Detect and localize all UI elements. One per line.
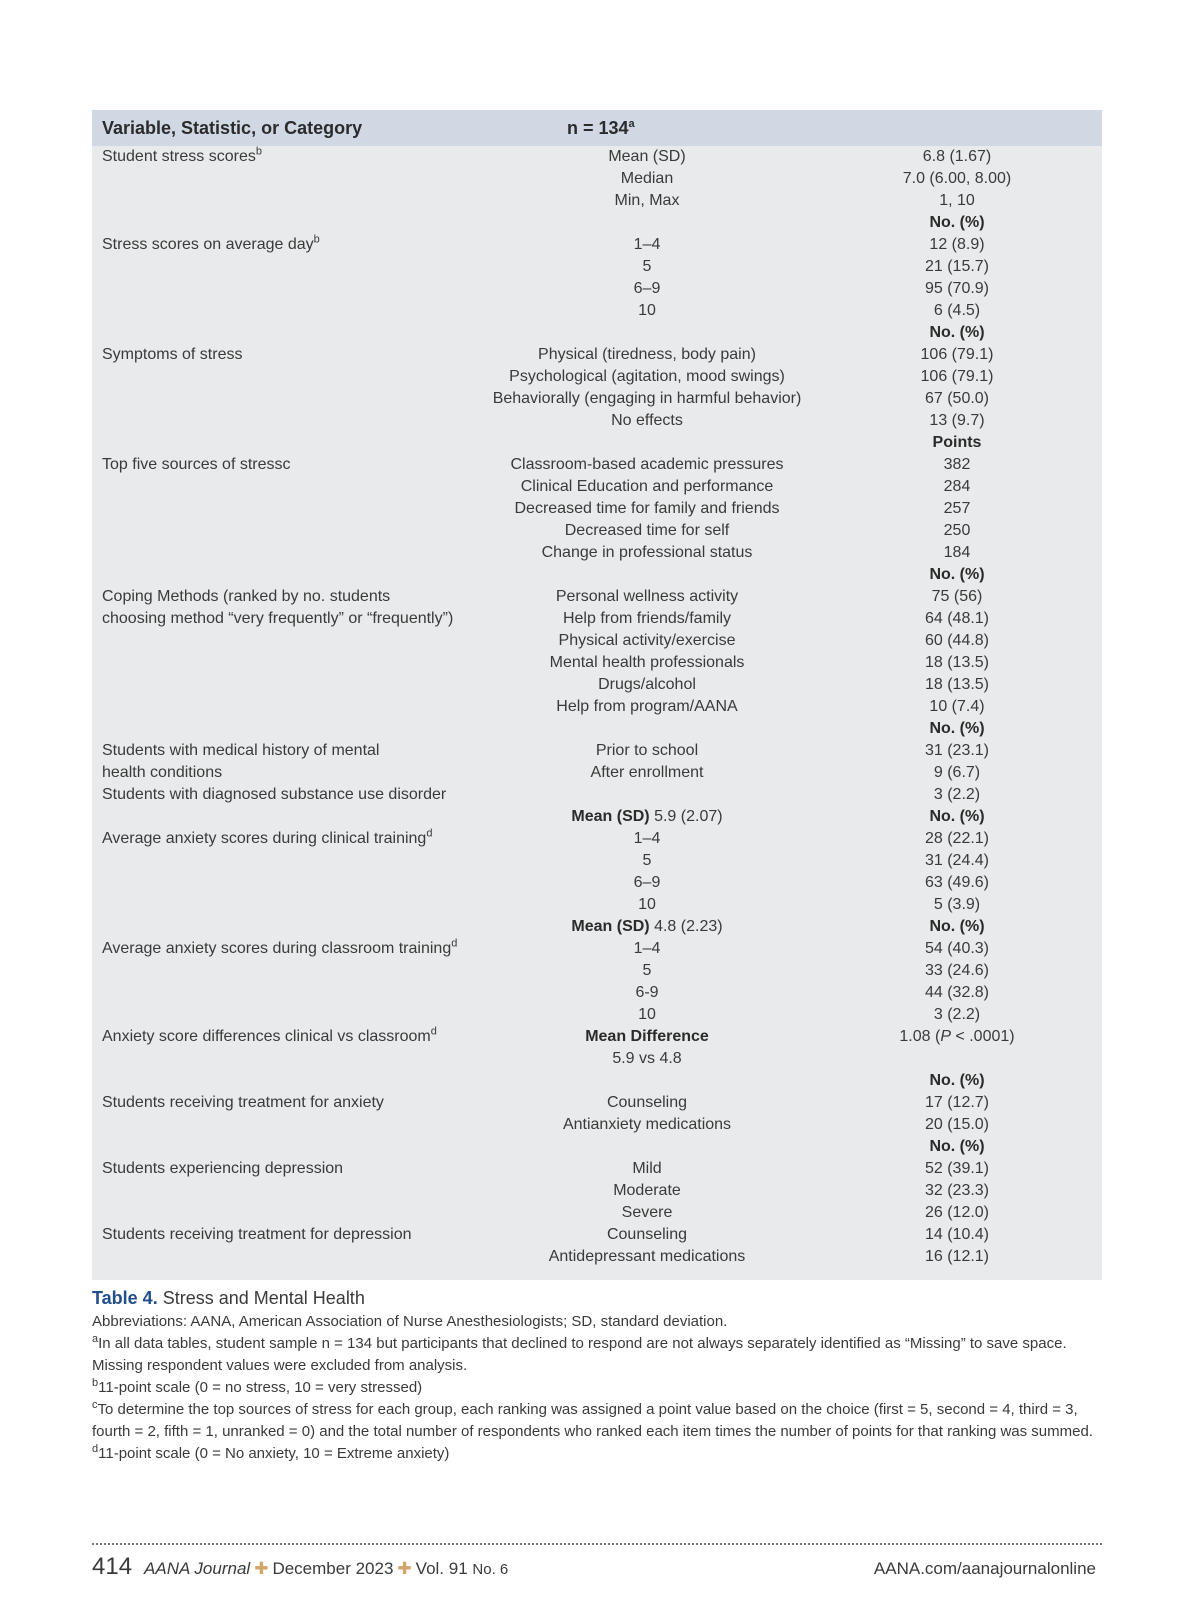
cell-statistic: Severe — [621, 1204, 673, 1221]
page-number: 414 — [92, 1553, 133, 1580]
table-row — [92, 696, 1102, 718]
cell-variable — [92, 1202, 482, 1224]
cell-statistic: 5 — [642, 962, 652, 979]
footnotes — [92, 1333, 1102, 1465]
plus-separator-icon: ✚ — [254, 1559, 269, 1578]
cell-variable: Students receiving treatment for depression — [102, 1226, 412, 1243]
cell-variable — [92, 300, 482, 322]
footnote: $^d$11-point scale (0 = No anxiety, 10 = Extreme anxiety) — [92, 1443, 450, 1462]
table-row — [92, 410, 1102, 432]
table-row — [92, 388, 1102, 410]
cell-variable — [92, 190, 482, 212]
cell-variable — [92, 718, 482, 740]
cell-statistic: Antidepressant medications — [548, 1248, 746, 1265]
cell-value: 20 (15.0) — [924, 1116, 990, 1133]
cell-value: 95 (70.9) — [924, 280, 990, 297]
cell-statistic: Decreased time for self — [564, 522, 730, 539]
cell-value: 52 (39.1) — [924, 1160, 990, 1177]
cell-value — [812, 1048, 1102, 1070]
cell-value: No. (%) — [929, 1072, 985, 1089]
cell-variable — [92, 278, 482, 300]
cell-statistic: Clinical Education and performance — [520, 478, 774, 495]
table-row — [92, 1048, 1102, 1070]
cell-statistic — [482, 432, 812, 454]
cell-value: No. (%) — [929, 918, 985, 935]
cell-value: No. (%) — [929, 720, 985, 737]
cell-statistic: After enrollment — [590, 764, 704, 781]
table-row — [92, 938, 1102, 960]
cell-value: 60 (44.8) — [924, 632, 990, 649]
cell-value: 1.08 (P < .0001) — [899, 1028, 1015, 1045]
cell-statistic: Counseling — [606, 1226, 688, 1243]
cell-value: 106 (79.1) — [920, 368, 994, 385]
cell-value: 17 (12.7) — [924, 1094, 990, 1111]
table-row — [92, 1092, 1102, 1114]
cell-statistic: 10 — [638, 896, 656, 913]
cell-variable — [92, 1048, 482, 1070]
cell-value: 5 (3.9) — [933, 896, 981, 913]
table-row — [92, 322, 1102, 344]
cell-variable — [92, 256, 482, 278]
table-label: Table 4. — [92, 1288, 158, 1308]
table-row — [92, 1202, 1102, 1224]
table-row — [92, 1026, 1102, 1048]
table-row — [92, 212, 1102, 234]
cell-variable — [92, 322, 482, 344]
table-row — [92, 520, 1102, 542]
cell-variable — [92, 806, 482, 828]
table-row — [92, 982, 1102, 1004]
cell-variable: choosing method “very frequently” or “frequently”) — [102, 610, 454, 627]
cell-value: 382 — [943, 456, 971, 473]
table-row — [92, 366, 1102, 388]
data-table — [92, 110, 1102, 1280]
cell-variable — [92, 960, 482, 982]
cell-statistic: Median — [620, 170, 674, 187]
plus-separator-icon: ✚ — [397, 1559, 412, 1578]
cell-value: No. (%) — [929, 324, 985, 341]
cell-value: No. (%) — [929, 214, 985, 231]
cell-statistic: Personal wellness activity — [555, 588, 739, 605]
cell-statistic: 1–4 — [633, 940, 661, 957]
table-row — [92, 256, 1102, 278]
cell-statistic: 6-9 — [635, 984, 659, 1001]
cell-value: 14 (10.4) — [924, 1226, 990, 1243]
table-row — [92, 278, 1102, 300]
cell-variable: Top five sources of stressc — [102, 456, 291, 473]
cell-variable — [92, 432, 482, 454]
cell-variable — [92, 1004, 482, 1026]
cell-value: 7.0 (6.00, 8.00) — [902, 170, 1012, 187]
cell-variable — [92, 630, 482, 652]
cell-value: 6 (4.5) — [933, 302, 981, 319]
table-header — [92, 110, 1102, 146]
cell-statistic: Mean (SD) 5.9 (2.07) — [571, 808, 723, 825]
table-row — [92, 1224, 1102, 1246]
cell-statistic — [482, 718, 812, 740]
cell-statistic: No effects — [611, 412, 683, 429]
cell-value: 10 (7.4) — [929, 698, 985, 715]
cell-variable — [92, 564, 482, 586]
cell-value: 18 (13.5) — [924, 654, 990, 671]
table-body — [92, 146, 1102, 1268]
table-row — [92, 344, 1102, 366]
cell-statistic — [482, 322, 812, 344]
header-variable: Variable, Statistic, or Category — [102, 117, 363, 138]
table-row — [92, 784, 1102, 806]
cell-statistic: Mean Difference — [585, 1028, 709, 1045]
cell-variable: Student stress scores$^b$ — [102, 145, 262, 165]
cell-statistic: 10 — [638, 1006, 656, 1023]
cell-statistic: 5 — [642, 852, 652, 869]
table-row — [92, 190, 1102, 212]
cell-statistic: Counseling — [606, 1094, 688, 1111]
cell-value: 28 (22.1) — [924, 830, 990, 847]
cell-variable — [92, 1136, 482, 1158]
cell-statistic: Mean (SD) — [608, 148, 686, 165]
cell-variable — [92, 498, 482, 520]
cell-statistic: Moderate — [613, 1182, 681, 1199]
cell-value: 257 — [943, 500, 971, 517]
cell-variable: Students with medical history of mental — [102, 742, 380, 759]
table-row — [92, 630, 1102, 652]
cell-value: 16 (12.1) — [924, 1248, 990, 1265]
cell-statistic: Mean (SD) 4.8 (2.23) — [571, 918, 723, 935]
cell-statistic: Help from program/AANA — [556, 698, 738, 715]
cell-variable: Stress scores on average day$^b$ — [102, 233, 320, 253]
cell-statistic: Psychological (agitation, mood swings) — [509, 368, 785, 385]
cell-variable: health conditions — [102, 764, 223, 781]
table-row — [92, 542, 1102, 564]
table-row — [92, 916, 1102, 938]
cell-variable — [92, 1180, 482, 1202]
cell-value: 26 (12.0) — [924, 1204, 990, 1221]
table-row — [92, 1158, 1102, 1180]
table-row — [92, 168, 1102, 190]
cell-variable — [92, 674, 482, 696]
table-row — [92, 432, 1102, 454]
cell-statistic: Mental health professionals — [549, 654, 745, 671]
cell-statistic: Drugs/alcohol — [598, 676, 696, 693]
footer-divider — [92, 1543, 1102, 1545]
cell-variable: Average anxiety scores during clinical training$^d$ — [102, 827, 433, 847]
abbreviations-note: Abbreviations: AANA, American Association of Nurse Anesthesiologists; SD, standard deviation. — [92, 1313, 728, 1330]
cell-value: 21 (15.7) — [924, 258, 990, 275]
cell-statistic — [482, 1070, 812, 1092]
table-caption — [92, 1287, 1102, 1465]
cell-variable — [92, 696, 482, 718]
table-row — [92, 894, 1102, 916]
cell-statistic: 10 — [638, 302, 656, 319]
cell-variable — [92, 520, 482, 542]
cell-value: No. (%) — [929, 1138, 985, 1155]
cell-variable — [92, 366, 482, 388]
cell-variable — [92, 872, 482, 894]
cell-variable — [92, 982, 482, 1004]
caption-title — [92, 1287, 1102, 1309]
cell-variable — [92, 410, 482, 432]
table-row — [92, 718, 1102, 740]
volume: Vol. 91 — [415, 1559, 468, 1578]
table-row — [92, 146, 1102, 168]
cell-statistic: Prior to school — [595, 742, 699, 759]
table-row — [92, 1070, 1102, 1092]
journal-name: AANA Journal — [144, 1559, 251, 1578]
footnote: $^b$11-point scale (0 = no stress, 10 = very stressed) — [92, 1377, 423, 1396]
cell-statistic — [482, 784, 812, 806]
cell-value: 6.8 (1.67) — [922, 148, 992, 165]
cell-statistic: Physical activity/exercise — [558, 632, 736, 649]
footnote: $^c$To determine the top sources of stress for each group, each ranking was assigned a point value based on the choice (first = 5, second = 4, third = 3, fourth = 2, fifth = 1, unranked = 0) and the total number of respondents who ranked each item times the number of points for that ranking was summed. — [92, 1399, 1093, 1440]
cell-value: 75 (56) — [931, 588, 983, 605]
cell-variable — [92, 476, 482, 498]
cell-value: 31 (24.4) — [924, 852, 990, 869]
table-row — [92, 850, 1102, 872]
cell-statistic: Change in professional status — [541, 544, 753, 561]
cell-variable: Average anxiety scores during classroom training$^d$ — [102, 937, 458, 957]
table-row — [92, 1114, 1102, 1136]
cell-value: 67 (50.0) — [924, 390, 990, 407]
table-row — [92, 828, 1102, 850]
cell-value: 33 (24.6) — [924, 962, 990, 979]
cell-variable — [92, 652, 482, 674]
cell-statistic: Mild — [632, 1160, 662, 1177]
cell-value: 32 (23.3) — [924, 1182, 990, 1199]
cell-variable: Students experiencing depression — [102, 1160, 344, 1177]
table-row — [92, 476, 1102, 498]
table-row — [92, 608, 1102, 630]
table-row — [92, 872, 1102, 894]
cell-value: No. (%) — [929, 566, 985, 583]
cell-statistic: Antianxiety medications — [562, 1116, 732, 1133]
cell-statistic: Help from friends/family — [562, 610, 732, 627]
cell-statistic: 1–4 — [633, 830, 661, 847]
table-row — [92, 960, 1102, 982]
issue-date: December 2023 — [272, 1559, 394, 1578]
cell-variable: Coping Methods (ranked by no. students — [102, 588, 391, 605]
cell-variable — [92, 212, 482, 234]
cell-variable — [92, 542, 482, 564]
table-row — [92, 454, 1102, 476]
cell-value: 18 (13.5) — [924, 676, 990, 693]
header-sample-size: $n = 134^a$ — [567, 117, 635, 138]
cell-value: 106 (79.1) — [920, 346, 994, 363]
table-row — [92, 586, 1102, 608]
table-row — [92, 1246, 1102, 1268]
cell-value: 13 (9.7) — [929, 412, 985, 429]
cell-statistic: 5.9 vs 4.8 — [612, 1050, 682, 1067]
cell-value: 12 (8.9) — [929, 236, 985, 253]
footnote: $^a$In all data tables, student sample n = 134 but participants that declined to respond are not always separately identified as “Missing” to save space. Missing respondent values were excluded from analysis. — [92, 1333, 1067, 1374]
cell-value: 54 (40.3) — [924, 940, 990, 957]
cell-statistic: Physical (tiredness, body pain) — [538, 346, 756, 363]
cell-variable — [92, 1070, 482, 1092]
cell-statistic: 6–9 — [633, 280, 661, 297]
cell-value: 64 (48.1) — [924, 610, 990, 627]
table-row — [92, 674, 1102, 696]
table-title: Stress and Mental Health — [162, 1288, 365, 1308]
cell-variable — [92, 916, 482, 938]
table-row — [92, 498, 1102, 520]
cell-statistic — [482, 1136, 812, 1158]
cell-value: 184 — [943, 544, 971, 561]
cell-value: 44 (32.8) — [924, 984, 990, 1001]
cell-statistic: Decreased time for family and friends — [514, 500, 780, 517]
table-row — [92, 300, 1102, 322]
cell-variable — [92, 388, 482, 410]
table-row — [92, 806, 1102, 828]
table-row — [92, 740, 1102, 762]
cell-statistic: 1–4 — [633, 236, 661, 253]
table-row — [92, 564, 1102, 586]
cell-value: 1, 10 — [939, 192, 975, 209]
cell-value: No. (%) — [929, 808, 985, 825]
cell-value: 250 — [943, 522, 971, 539]
cell-statistic — [482, 212, 812, 234]
cell-variable: Symptoms of stress — [102, 346, 243, 363]
cell-statistic: Behaviorally (engaging in harmful behavior) — [492, 390, 802, 407]
table-row — [92, 1180, 1102, 1202]
table-row — [92, 762, 1102, 784]
journal-url[interactable]: AANA.com/aanajournalonline — [873, 1559, 1096, 1578]
cell-variable: Students with diagnosed substance use disorder — [102, 786, 447, 803]
page-footer — [92, 1553, 1102, 1583]
cell-value: 284 — [943, 478, 971, 495]
cell-value: 3 (2.2) — [933, 1006, 981, 1023]
cell-variable — [92, 1114, 482, 1136]
table-row — [92, 652, 1102, 674]
cell-variable — [92, 1246, 482, 1268]
cell-statistic: Min, Max — [614, 192, 680, 209]
issue-number: No. 6 — [472, 1561, 509, 1578]
cell-statistic: 6–9 — [633, 874, 661, 891]
cell-variable — [92, 168, 482, 190]
cell-variable — [92, 894, 482, 916]
cell-statistic: 5 — [642, 258, 652, 275]
cell-variable: Students receiving treatment for anxiety — [102, 1094, 384, 1111]
cell-variable — [92, 850, 482, 872]
cell-value: 9 (6.7) — [933, 764, 981, 781]
table-row — [92, 234, 1102, 256]
table-row — [92, 1136, 1102, 1158]
cell-statistic: Classroom-based academic pressures — [510, 456, 784, 473]
table-row — [92, 1004, 1102, 1026]
cell-variable: Anxiety score differences clinical vs classroom$^d$ — [102, 1025, 437, 1045]
cell-value: 31 (23.1) — [924, 742, 990, 759]
cell-statistic — [482, 564, 812, 586]
cell-value: Points — [932, 434, 982, 451]
cell-value: 63 (49.6) — [924, 874, 990, 891]
cell-value: 3 (2.2) — [933, 786, 981, 803]
